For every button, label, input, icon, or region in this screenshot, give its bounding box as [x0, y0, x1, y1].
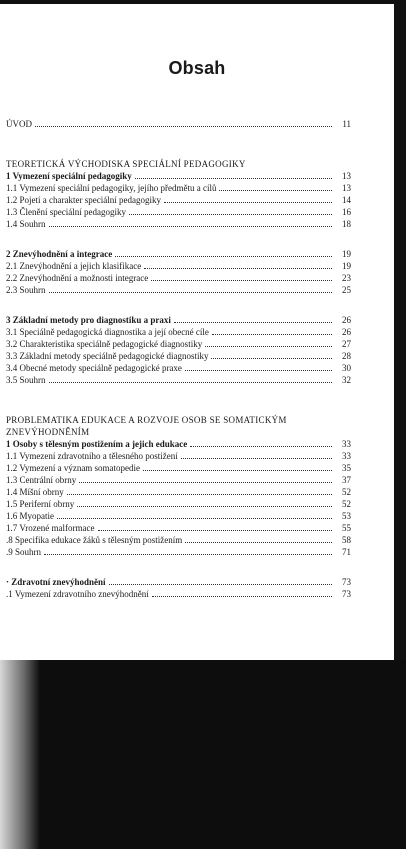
toc-page-number: 25 [342, 285, 351, 295]
toc-page-number: 73 [342, 589, 351, 599]
toc-page-number: 32 [342, 375, 351, 385]
toc-page-number: 19 [342, 261, 351, 271]
toc-entry [6, 338, 351, 350]
dot-leader [135, 178, 332, 179]
dot-leader [79, 482, 332, 483]
toc-label: 1.7 Vrozené malformace [6, 523, 95, 533]
toc-label: 1.3 Členění speciální pedagogiky [6, 207, 126, 217]
toc-label: .9 Souhrn [6, 547, 42, 557]
toc-label: 1 Vymezení speciální pedagogiky [6, 171, 132, 181]
dot-leader [115, 256, 332, 257]
toc-entry [6, 194, 351, 206]
toc-entry [6, 182, 351, 194]
dot-leader [181, 458, 332, 459]
page-edge-shadow [394, 0, 406, 660]
toc-chapter [6, 248, 351, 260]
dot-leader [77, 506, 332, 507]
dot-leader [57, 518, 332, 519]
dot-leader [49, 382, 332, 383]
dot-leader [205, 346, 332, 347]
toc-entry [6, 362, 351, 374]
toc-entry [6, 474, 351, 486]
dot-leader [152, 596, 332, 597]
toc-chapter [6, 170, 351, 182]
dot-leader [185, 370, 332, 371]
toc-label: 1.2 Pojetí a charakter speciální pedagogiky [6, 195, 161, 205]
toc-page-number: 19 [342, 249, 351, 259]
toc-label: 1.2 Vymezení a význam somatopedie [6, 463, 141, 473]
toc-page-number: 73 [342, 577, 351, 587]
toc-entry [6, 326, 351, 338]
toc-page-number: 55 [342, 523, 351, 533]
toc-page-number: 52 [342, 499, 351, 509]
toc-page-number: 11 [342, 119, 351, 129]
toc-page-number: 33 [342, 439, 351, 449]
toc-label: ÚVOD [6, 119, 32, 129]
toc-page-number: 26 [342, 315, 351, 325]
toc-label: 3.2 Charakteristika speciálně pedagogické diagnostiky [6, 339, 203, 349]
toc-page-number: 37 [342, 475, 351, 485]
toc-page-number: 30 [342, 363, 351, 373]
dot-leader [174, 322, 332, 323]
toc-label: 1.5 Periferní obrny [6, 499, 75, 509]
toc-label: 1.4 Souhrn [6, 219, 46, 229]
toc-entry [6, 546, 351, 558]
toc-label: 3.4 Obecné metody speciálně pedagogické praxe [6, 363, 182, 373]
toc-entry [6, 462, 351, 474]
toc-entry-intro [6, 118, 351, 130]
toc-entry [6, 510, 351, 522]
table-of-contents [6, 118, 351, 600]
toc-page-number: 52 [342, 487, 351, 497]
toc-label: 1.1 Vymezení speciální pedagogiky, jejího předmětu a cílů [6, 183, 217, 193]
toc-page-number: 71 [342, 547, 351, 557]
toc-label: 1 Osoby s tělesným postižením a jejich edukace [6, 439, 188, 449]
toc-label: 1.4 Míšní obrny [6, 487, 64, 497]
page-title: Obsah [168, 58, 226, 78]
dot-leader [164, 202, 332, 203]
toc-label: 1.3 Centrální obrny [6, 475, 77, 485]
scan-page-edge [0, 660, 40, 849]
toc-label: .8 Specifika edukace žáků s tělesným postižením [6, 535, 183, 545]
toc-entry [6, 350, 351, 362]
toc-entry [6, 588, 351, 600]
dot-leader [44, 554, 332, 555]
toc-label: 3.1 Speciálně pedagogická diagnostika a její obecné cíle [6, 327, 209, 337]
toc-page-number: 13 [342, 171, 351, 181]
toc-label: 1.1 Vymezení zdravotního a tělesného postižení [6, 451, 178, 461]
toc-page-number: 18 [342, 219, 351, 229]
part-heading: PROBLEMATIKA EDUKACE A ROZVOJE OSOB SE SOMATICKÝM [6, 415, 287, 425]
dot-leader [143, 470, 332, 471]
toc-entry [6, 272, 351, 284]
toc-entry [6, 260, 351, 272]
toc-page-number: 53 [342, 511, 351, 521]
dot-leader [190, 446, 332, 447]
part-heading: TEORETICKÁ VÝCHODISKA SPECIÁLNÍ PEDAGOGIKY [6, 159, 246, 169]
dot-leader [212, 334, 332, 335]
dot-leader [67, 494, 332, 495]
toc-label: 1.6 Myopatie [6, 511, 54, 521]
toc-entry [6, 522, 351, 534]
toc-label: 2 Znevýhodnění a integrace [6, 249, 113, 259]
scan-dark-area [0, 660, 406, 849]
dot-leader [185, 542, 332, 543]
toc-entry [6, 498, 351, 510]
toc-chapter [6, 576, 351, 588]
top-border [0, 0, 406, 4]
toc-label: 3.5 Souhrn [6, 375, 46, 385]
toc-label: .1 Vymezení zdravotního znevýhodnění [6, 589, 149, 599]
toc-chapter [6, 438, 351, 450]
toc-entry [6, 284, 351, 296]
dot-leader [109, 584, 332, 585]
toc-page-number: 16 [342, 207, 351, 217]
toc-page-number: 14 [342, 195, 351, 205]
dot-leader [35, 126, 332, 127]
dot-leader [219, 190, 332, 191]
dot-leader [49, 226, 332, 227]
toc-page-number: 28 [342, 351, 351, 361]
toc-entry [6, 206, 351, 218]
toc-chapter [6, 314, 351, 326]
dot-leader [151, 280, 332, 281]
toc-entry [6, 450, 351, 462]
toc-entry [6, 374, 351, 386]
toc-page-number: 58 [342, 535, 351, 545]
toc-page-number: 13 [342, 183, 351, 193]
toc-label: 3.3 Základní metody speciálně pedagogické diagnostiky [6, 351, 209, 361]
toc-label: 3 Základní metody pro diagnostiku a praxi [6, 315, 171, 325]
toc-entry [6, 486, 351, 498]
toc-page-number: 35 [342, 463, 351, 473]
dot-leader [98, 530, 332, 531]
part-heading: ZNEVÝHODNĚNÍM [6, 427, 90, 437]
toc-label: 2.3 Souhrn [6, 285, 46, 295]
dot-leader [144, 268, 332, 269]
dot-leader [49, 292, 332, 293]
toc-entry [6, 218, 351, 230]
dot-leader [211, 358, 332, 359]
toc-page-number: 23 [342, 273, 351, 283]
toc-entry [6, 534, 351, 546]
toc-page-number: 33 [342, 451, 351, 461]
toc-label: 2.2 Znevýhodnění a možnosti integrace [6, 273, 149, 283]
dot-leader [129, 214, 332, 215]
toc-page-number: 27 [342, 339, 351, 349]
toc-label: 2.1 Znevýhodnění a jejich klasifikace [6, 261, 142, 271]
toc-page-number: 26 [342, 327, 351, 337]
toc-label: · Zdravotní znevýhodnění [6, 577, 106, 587]
